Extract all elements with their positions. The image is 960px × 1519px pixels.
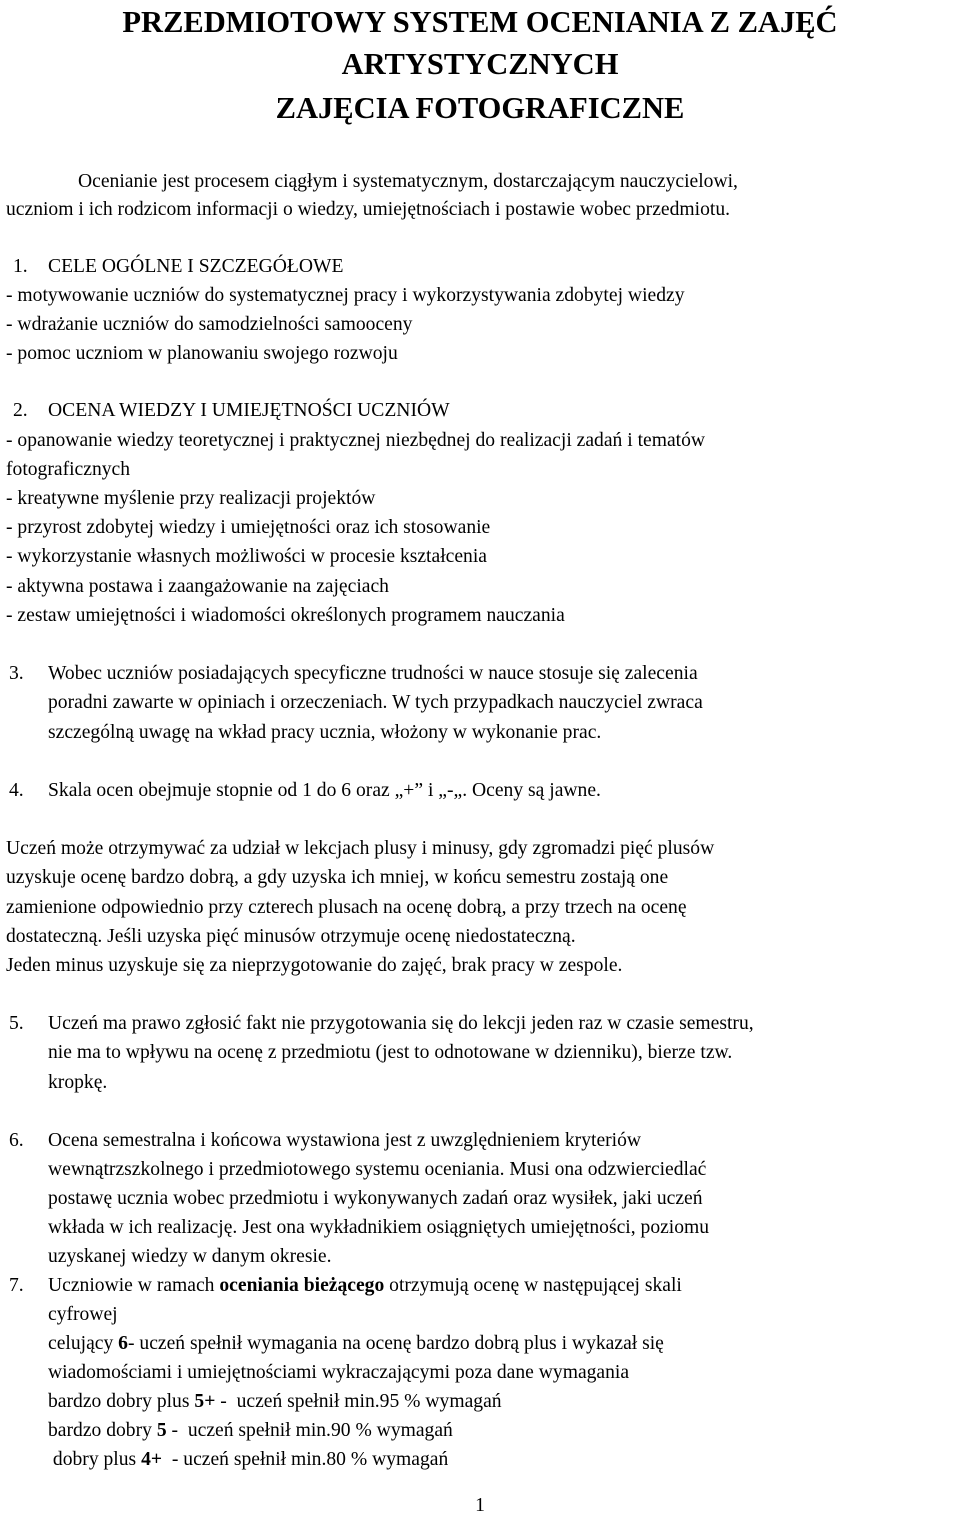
grade-line — [48, 1390, 502, 1414]
section-7-intro-bold: oceniania bieżącego — [219, 1275, 385, 1296]
section-1-heading: CELE OGÓLNE I SZCZEGÓŁOWE — [48, 256, 344, 277]
section-2-item: - przyrost zdobytej wiedzy i umiejętności oraz ich stosowanie — [6, 517, 491, 538]
grade-value: 4+ — [141, 1449, 163, 1470]
plus-paragraph-line: dostateczną. Jeśli uzyska pięć minusów otrzymuje ocenę niedostateczną. — [6, 926, 576, 947]
section-1-item: - wdrażanie uczniów do samodzielności samooceny — [6, 314, 413, 335]
section-7-intro-line-2: cyfrowej — [48, 1304, 118, 1325]
section-1-item: - motywowanie uczniów do systematycznej pracy i wykorzystywania zdobytej wiedzy — [6, 285, 685, 306]
section-4-number: 4. — [9, 780, 24, 801]
intro-line: Ocenianie jest procesem ciągłym i systematycznym, dostarczającym nauczycielowi, — [78, 171, 738, 192]
section-1-number: 1. — [13, 256, 28, 277]
section-6-number: 6. — [9, 1130, 24, 1151]
plus-paragraph-line: Uczeń może otrzymywać za udział w lekcjach plusy i minusy, gdy zgromadzi pięć plusów — [6, 838, 715, 859]
section-2-number: 2. — [13, 400, 28, 421]
grade-value: 5+ — [194, 1391, 216, 1412]
section-4-line: Skala ocen obejmuje stopnie od 1 do 6 oraz „+” i „-„. Oceny są jawne. — [48, 780, 601, 801]
section-7-intro-pre: Uczniowie w ramach — [48, 1275, 220, 1296]
section-2-item: - opanowanie wiedzy teoretycznej i praktycznej niezbędnej do realizacji zadań i tematów — [6, 430, 706, 451]
plus-paragraph-line: zamienione odpowiednio przy czterech plusach na ocenę dobrą, a przy trzech na ocenę — [6, 897, 687, 918]
section-6-line: postawę ucznia wobec przedmiotu i wykonywanych zadań oraz wysiłek, jaki uczeń — [48, 1188, 703, 1209]
document-title-line-1: PRZEDMIOTOWY SYSTEM OCENIANIA Z ZAJĘĆ — [122, 5, 838, 39]
document-title-line-3: ZAJĘCIA FOTOGRAFICZNE — [275, 91, 685, 125]
section-7-intro-post: otrzymują ocenę w następującej skali — [384, 1275, 682, 1296]
section-1-item: - pomoc uczniom w planowaniu swojego rozwoju — [6, 343, 398, 364]
section-5-number: 5. — [9, 1013, 24, 1034]
section-3-line: poradni zawarte w opiniach i orzeczeniach. W tych przypadkach nauczyciel zwraca — [48, 692, 703, 713]
grade-line — [48, 1419, 453, 1443]
section-3-line: szczególną uwagę na wkład pracy ucznia, włożony w wykonanie prac. — [48, 722, 602, 743]
grade-line-post: - uczeń spełnił min.95 % wymagań — [215, 1391, 502, 1412]
grade-line — [48, 1332, 664, 1356]
grade-line-pre: bardzo dobry — [48, 1420, 157, 1441]
section-5-line: Uczeń ma prawo zgłosić fakt nie przygotowania się do lekcji jeden raz w czasie semestru, — [48, 1013, 754, 1034]
section-6-line: wkłada w ich realizację. Jest ona wykładnikiem osiągniętych umiejętności, poziomu — [48, 1217, 710, 1238]
section-6-line: wewnątrzszkolnego i przedmiotowego systemu oceniania. Musi ona odzwierciedlać — [48, 1159, 707, 1180]
section-2-item: fotograficznych — [6, 459, 131, 480]
grade-line-pre: celujący — [48, 1333, 119, 1354]
plus-paragraph-line: uzyskuje ocenę bardzo dobrą, a gdy uzyska ich mniej, w końcu semestru zostają one — [6, 867, 669, 888]
intro-line: uczniom i ich rodzicom informacji o wiedzy, umiejętnościach i postawie wobec przedmiotu. — [6, 199, 731, 220]
grade-line — [48, 1361, 629, 1385]
grade-value: 6 — [118, 1333, 128, 1354]
grade-value: 5 — [156, 1420, 167, 1441]
section-2-item: - wykorzystanie własnych możliwości w procesie kształcenia — [6, 546, 487, 567]
section-2-item: - zestaw umiejętności i wiadomości określonych programem nauczania — [6, 605, 565, 626]
section-5-line: kropkę. — [48, 1072, 108, 1093]
section-7-intro — [48, 1274, 682, 1298]
grade-line-post: - uczeń spełnił wymagania na ocenę bardzo dobrą plus i wykazał się — [127, 1333, 664, 1354]
section-5-line: nie ma to wpływu na ocenę z przedmiotu (jest to odnotowane w dzienniku), bierze tzw. — [48, 1042, 733, 1063]
section-2-item: - aktywna postawa i zaangażowanie na zajęciach — [6, 576, 389, 597]
grade-line-pre: bardzo dobry plus — [48, 1391, 195, 1412]
section-6-line: Ocena semestralna i końcowa wystawiona jest z uwzględnieniem kryteriów — [48, 1130, 642, 1151]
grade-line — [48, 1448, 448, 1472]
section-3-number: 3. — [9, 663, 24, 684]
document-title-line-2: ARTYSTYCZNYCH — [341, 47, 619, 81]
section-7-number: 7. — [9, 1275, 24, 1296]
section-3-line: Wobec uczniów posiadających specyficzne trudności w nauce stosuje się zalecenia — [48, 663, 698, 684]
section-2-heading: OCENA WIEDZY I UMIEJĘTNOŚCI UCZNIÓW — [48, 400, 450, 421]
page-number: 1 — [475, 1495, 485, 1516]
grade-line-pre: dobry plus — [48, 1449, 142, 1470]
section-2-item: - kreatywne myślenie przy realizacji projektów — [6, 488, 376, 509]
grade-line-post: - uczeń spełnił min.90 % wymagań — [166, 1420, 453, 1441]
grade-line-pre: wiadomościami i umiejętnościami wykraczającymi poza dane wymagania — [48, 1362, 630, 1383]
plus-paragraph-line: Jeden minus uzyskuje się za nieprzygotowanie do zajęć, brak pracy w zespole. — [6, 955, 623, 976]
section-6-line: uzyskanej wiedzy w danym okresie. — [48, 1246, 332, 1267]
grade-line-post: - uczeń spełnił min.80 % wymagań — [162, 1449, 449, 1470]
